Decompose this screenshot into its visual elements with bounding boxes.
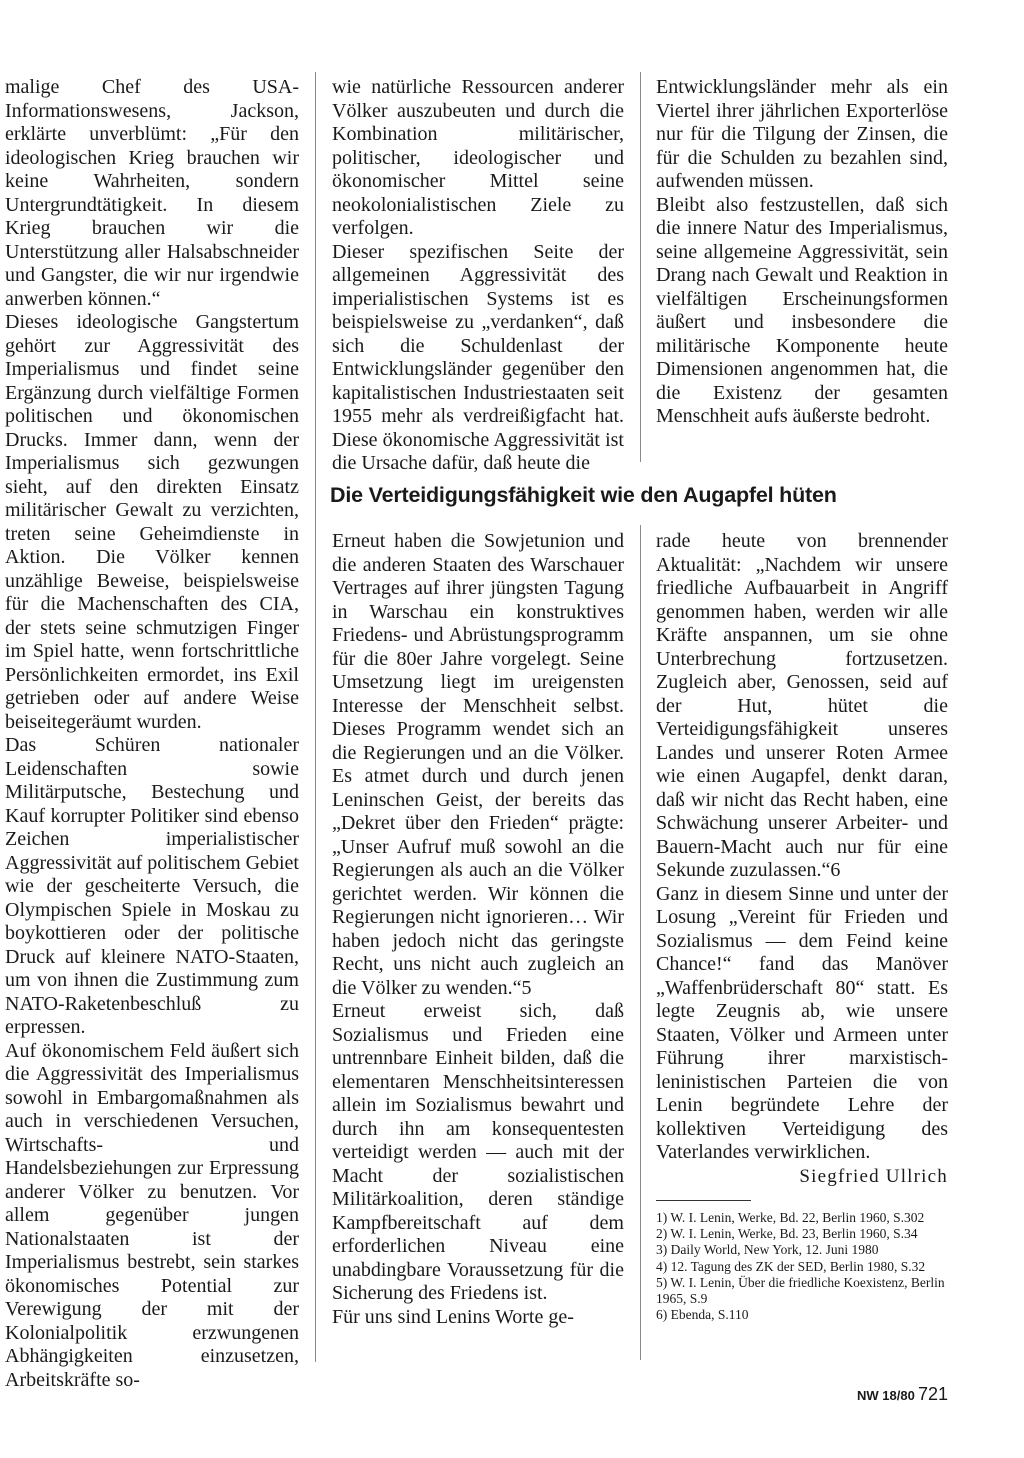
footnote: 6) Ebenda, S.110 xyxy=(656,1307,749,1323)
paragraph: Erneut erweist sich, daß Sozialismus und Frieden eine untrennbare Einheit bilden, daß die elementaren Menschheitsinteressen allein im Sozialismus bewahrt und durch ihn am konsequentesten verteidigt werden — auch mit der Macht der sozialistischen Militärkoalition, deren ständige Kampfbereitschaft auf dem erforderlichen Niveau eine unabdingbare Voraussetzung für die Sicherung des Friedens ist. xyxy=(332,1000,624,1304)
paragraph: malige Chef des USA-Informationswesens, Jackson, erklärte unverblümt: „Für den ideologischen Krieg brauchen wir keine Wahrheiten, sondern Untergrundtätigkeit. In diesem Krieg brauchen wir die Unterstützung aller Halsabschneider und Gangster, die wir nur irgendwie anwerben können.“ xyxy=(5,76,299,310)
issue-code: NW 18/80 xyxy=(857,1388,915,1403)
paragraph: wie natürliche Ressourcen anderer Völker auszubeuten und durch die Kombination militärischer, politischer, ideologischer und ökonomischer Mittel seine neokolonialistischen Ziele zu verfolgen. xyxy=(332,76,624,239)
paragraph: Für uns sind Lenins Worte ge- xyxy=(332,1305,574,1328)
column-divider-1 xyxy=(315,72,316,1362)
paragraph: Auf ökonomischem Feld äußert sich die Aggressivität des Imperialismus sowohl in Embargomaßnahmen als auch in verschiedenen Versuchen, Wirtschafts- und Handelsbeziehungen zur Erpressung anderer Völker zu benutzen. Vor allem gegenüber jungen Nationalstaaten ist der Imperialismus bestrebt, sein starkes ökonomisches Potential zur Verewigung der mit der Kolonialpolitik erzwungenen Abhängigkeiten einzusetzen, Arbeitskräfte so- xyxy=(5,1039,299,1391)
footnote: 4) 12. Tagung des ZK der SED, Berlin 1980, S.32 xyxy=(656,1258,926,1274)
paragraph: Entwicklungsländer mehr als ein Viertel ihrer jährlichen Exporterlöse nur für die Tilgung der Zinsen, die für die Schulden zu bezahlen sind, aufwenden müssen. xyxy=(656,76,948,192)
paragraph: Erneut haben die Sowjetunion und die anderen Staaten des Warschauer Vertrages auf ihrer jüngsten Tagung in Warschau ein konstruktives Friedens- und Abrüstungsprogramm für die 80er Jahre vorgelegt. Seine Umsetzung liegt im ureigensten Interesse der Menschheit selbst. Dieses Programm wendet sich an die Regierungen und an die Völker. Es atmet durch und durch jenen Leninschen Geist, der bereits das „Dekret über den Frieden“ prägte: „Unser Aufruf muß sowohl an die Regierungen als auch an die Völker gerichtet werden. Wir können die Regierungen nicht ignorieren… Wir haben jedoch nicht das geringste Recht, uns nicht auch zugleich an die Völker zu wenden.“5 xyxy=(332,530,624,999)
paragraph: Dieses ideologische Gangstertum gehört zur Aggressivität des Imperialismus und findet seine Ergänzung durch vielfältige Formen politischen und ökonomischen Drucks. Immer dann, wenn der Imperialismus sich gezwungen sieht, auf den direkten Einsatz militärischer Gewalt zu verzichten, treten seine Geheimdienste in Aktion. Die Völker kennen unzählige Beweise, beispielsweise für die Machenschaften des CIA, der stets seine schmutzigen Finger im Spiel hatte, wenn fortschrittliche Persönlichkeiten ermordet, ins Exil getrieben oder auf andere Weise beiseitegeräumt wurden. xyxy=(5,311,299,733)
footnote: 3) Daily World, New York, 12. Juni 1980 xyxy=(656,1242,879,1258)
footnote: 2) W. I. Lenin, Werke, Bd. 23, Berlin 1960, S.34 xyxy=(656,1226,918,1242)
article-column-2-bottom xyxy=(332,530,624,1329)
paragraph: Dieser spezifischen Seite der allgemeinen Aggressivität des imperialistischen Systems ist es beispielsweise zu „verdanken“, daß sich die Schuldenlast der Entwicklungsländer gegenüber den kapitalistischen Industriestaaten seit 1955 mehr als verdreißigfacht hat. Diese ökonomische Aggressivität ist die Ursache dafür, daß heute die xyxy=(332,240,624,474)
paragraph: rade heute von brennender Aktualität: „Nachdem wir unsere friedliche Aufbauarbeit in Angriff genommen haben, werden wir alle Kräfte anspannen, um sie ohne Unterbrechung fortzusetzen. Zugleich aber, Genossen, seid auf der Hut, hütet die Verteidigungsfähigkeit unseres Landes und unserer Roten Armee wie einen Augapfel, denkt daran, daß wir nicht das Recht haben, eine Schwächung unserer Arbeiter- und Bauern-Macht auch nur für eine Sekunde zuzulassen.“6 xyxy=(656,530,948,881)
footnote: 5) W. I. Lenin, Über die friedliche Koexistenz, Berlin 1965, S.9 xyxy=(656,1274,945,1307)
page-number: 721 xyxy=(918,1384,949,1404)
article-column-1 xyxy=(5,76,299,1392)
article-column-3-bottom xyxy=(656,530,948,1165)
paragraph: Das Schüren nationaler Leidenschaften sowie Militärputsche, Bestechung und Kauf korrupter Politiker sind ebenso Zeichen imperialistischer Aggressivität auf politischem Gebiet wie der gescheiterte Versuch, die Olympischen Spiele in Moskau zu boykottieren oder der politische Druck auf kleinere NATO-Staaten, um von ihnen die Zustimmung zum NATO-Raketenbeschluß zu erpressen. xyxy=(5,734,299,1038)
article-column-2-top xyxy=(332,76,624,476)
footnote: 1) W. I. Lenin, Werke, Bd. 22, Berlin 1960, S.302 xyxy=(656,1210,925,1225)
footnote-divider xyxy=(656,1200,751,1201)
article-column-3-top xyxy=(656,76,948,429)
paragraph: Bleibt also festzustellen, daß sich die innere Natur des Imperialismus, seine allgemeine Aggressivität, sein Drang nach Gewalt und Reaktion in vielfältigen Erscheinungsformen äußert und insbesondere die militärische Komponente heute Dimensionen angenommen hat, die die Existenz der gesamten Menschheit aufs äußerste bedroht. xyxy=(656,193,948,427)
paragraph: Ganz in diesem Sinne und unter der Losung „Vereint für Frieden und Sozialismus — dem Feind keine Chance!“ fand das Manöver „Waffenbrüderschaft 80“ statt. Es legte Zeugnis ab, wie unsere Staaten, Völker und Armeen unter Führung ihrer marxistisch-leninistischen Parteien die von Lenin begründete Lehre der kollektiven Verteidigung des Vaterlandes verwirklichen. xyxy=(656,882,948,1163)
column-divider-2-top xyxy=(640,72,641,462)
footnotes xyxy=(656,1210,956,1323)
section-heading: Die Verteidigungsfähigkeit wie den Augapfel hüten xyxy=(330,483,837,507)
column-divider-2-bottom xyxy=(640,525,641,1360)
author-signature: Siegfried Ullrich xyxy=(799,1166,948,1187)
